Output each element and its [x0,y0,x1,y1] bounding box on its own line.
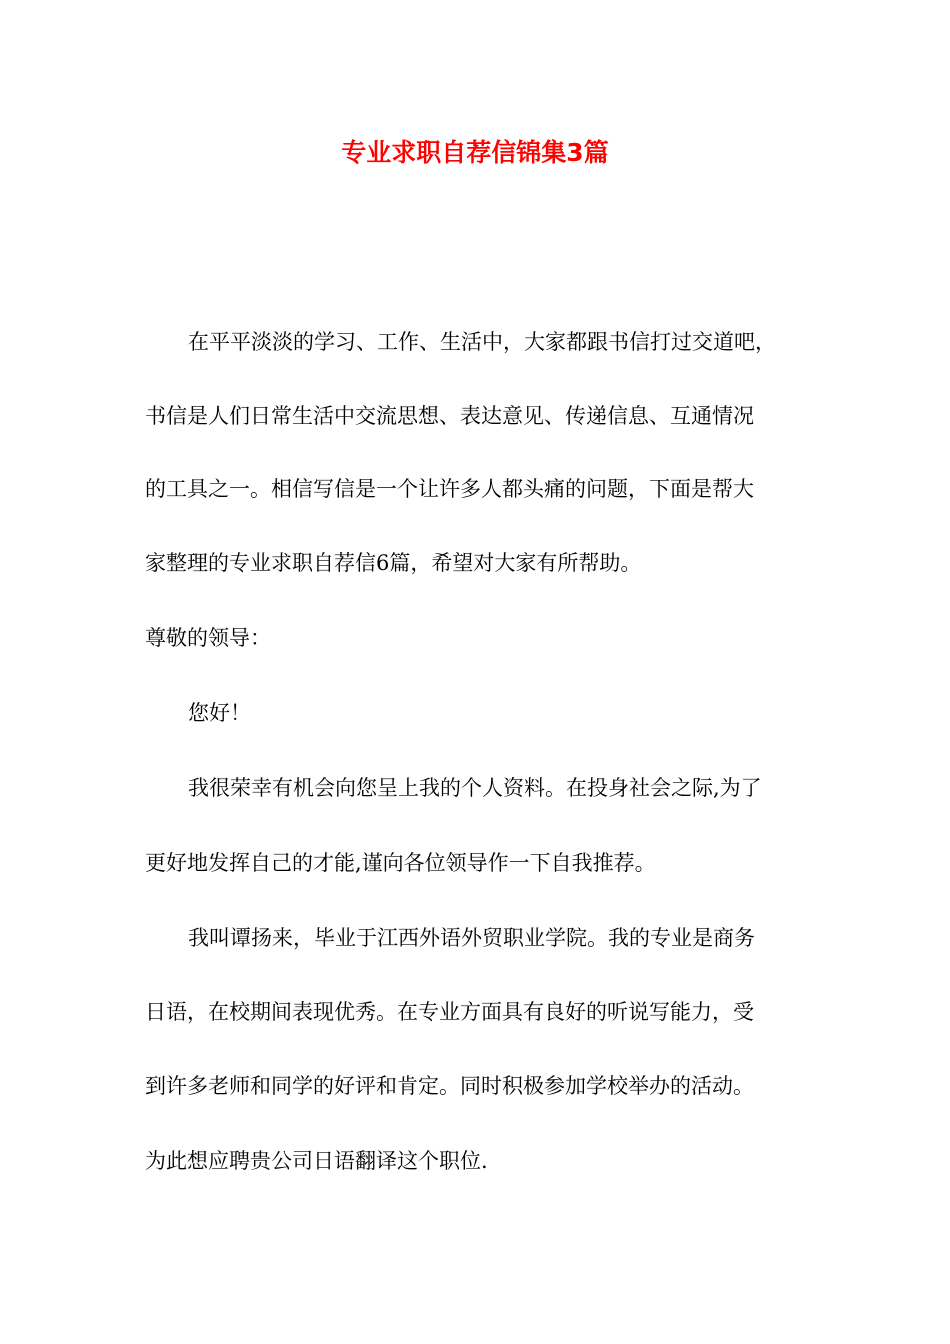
paragraph-line: 在平平淡淡的学习、工作、生活中，大家都跟书信打过交道吧， [188,330,776,354]
paragraph-line: 为此想应聘贵公司日语翻译这个职位. [145,1149,488,1173]
paragraph-line: 的工具之一。相信写信是一个让许多人都头痛的问题，下面是帮大 [145,477,754,501]
paragraph-line: 我很荣幸有机会向您呈上我的个人资料。在投身社会之际,为了 [188,776,762,800]
paragraph-line: 到许多老师和同学的好评和肯定。同时积极参加学校举办的活动。 [145,1074,754,1098]
document-title: 专业求职自荐信锦集3篇 [341,138,609,167]
paragraph-line: 家整理的专业求职自荐信6篇，希望对大家有所帮助。 [145,551,642,575]
paragraph-line: 我叫谭扬来，毕业于江西外语外贸职业学院。我的专业是商务 [188,926,755,950]
paragraph-line: 更好地发挥自己的才能,谨向各位领导作一下自我推荐。 [145,851,656,875]
greeting: 您好！ [188,701,251,725]
paragraph-line: 书信是人们日常生活中交流思想、表达意见、传递信息、互通情况 [145,404,754,428]
paragraph-line: 日语，在校期间表现优秀。在专业方面具有良好的听说写能力，受 [145,1000,754,1024]
salutation: 尊敬的领导： [145,626,271,650]
